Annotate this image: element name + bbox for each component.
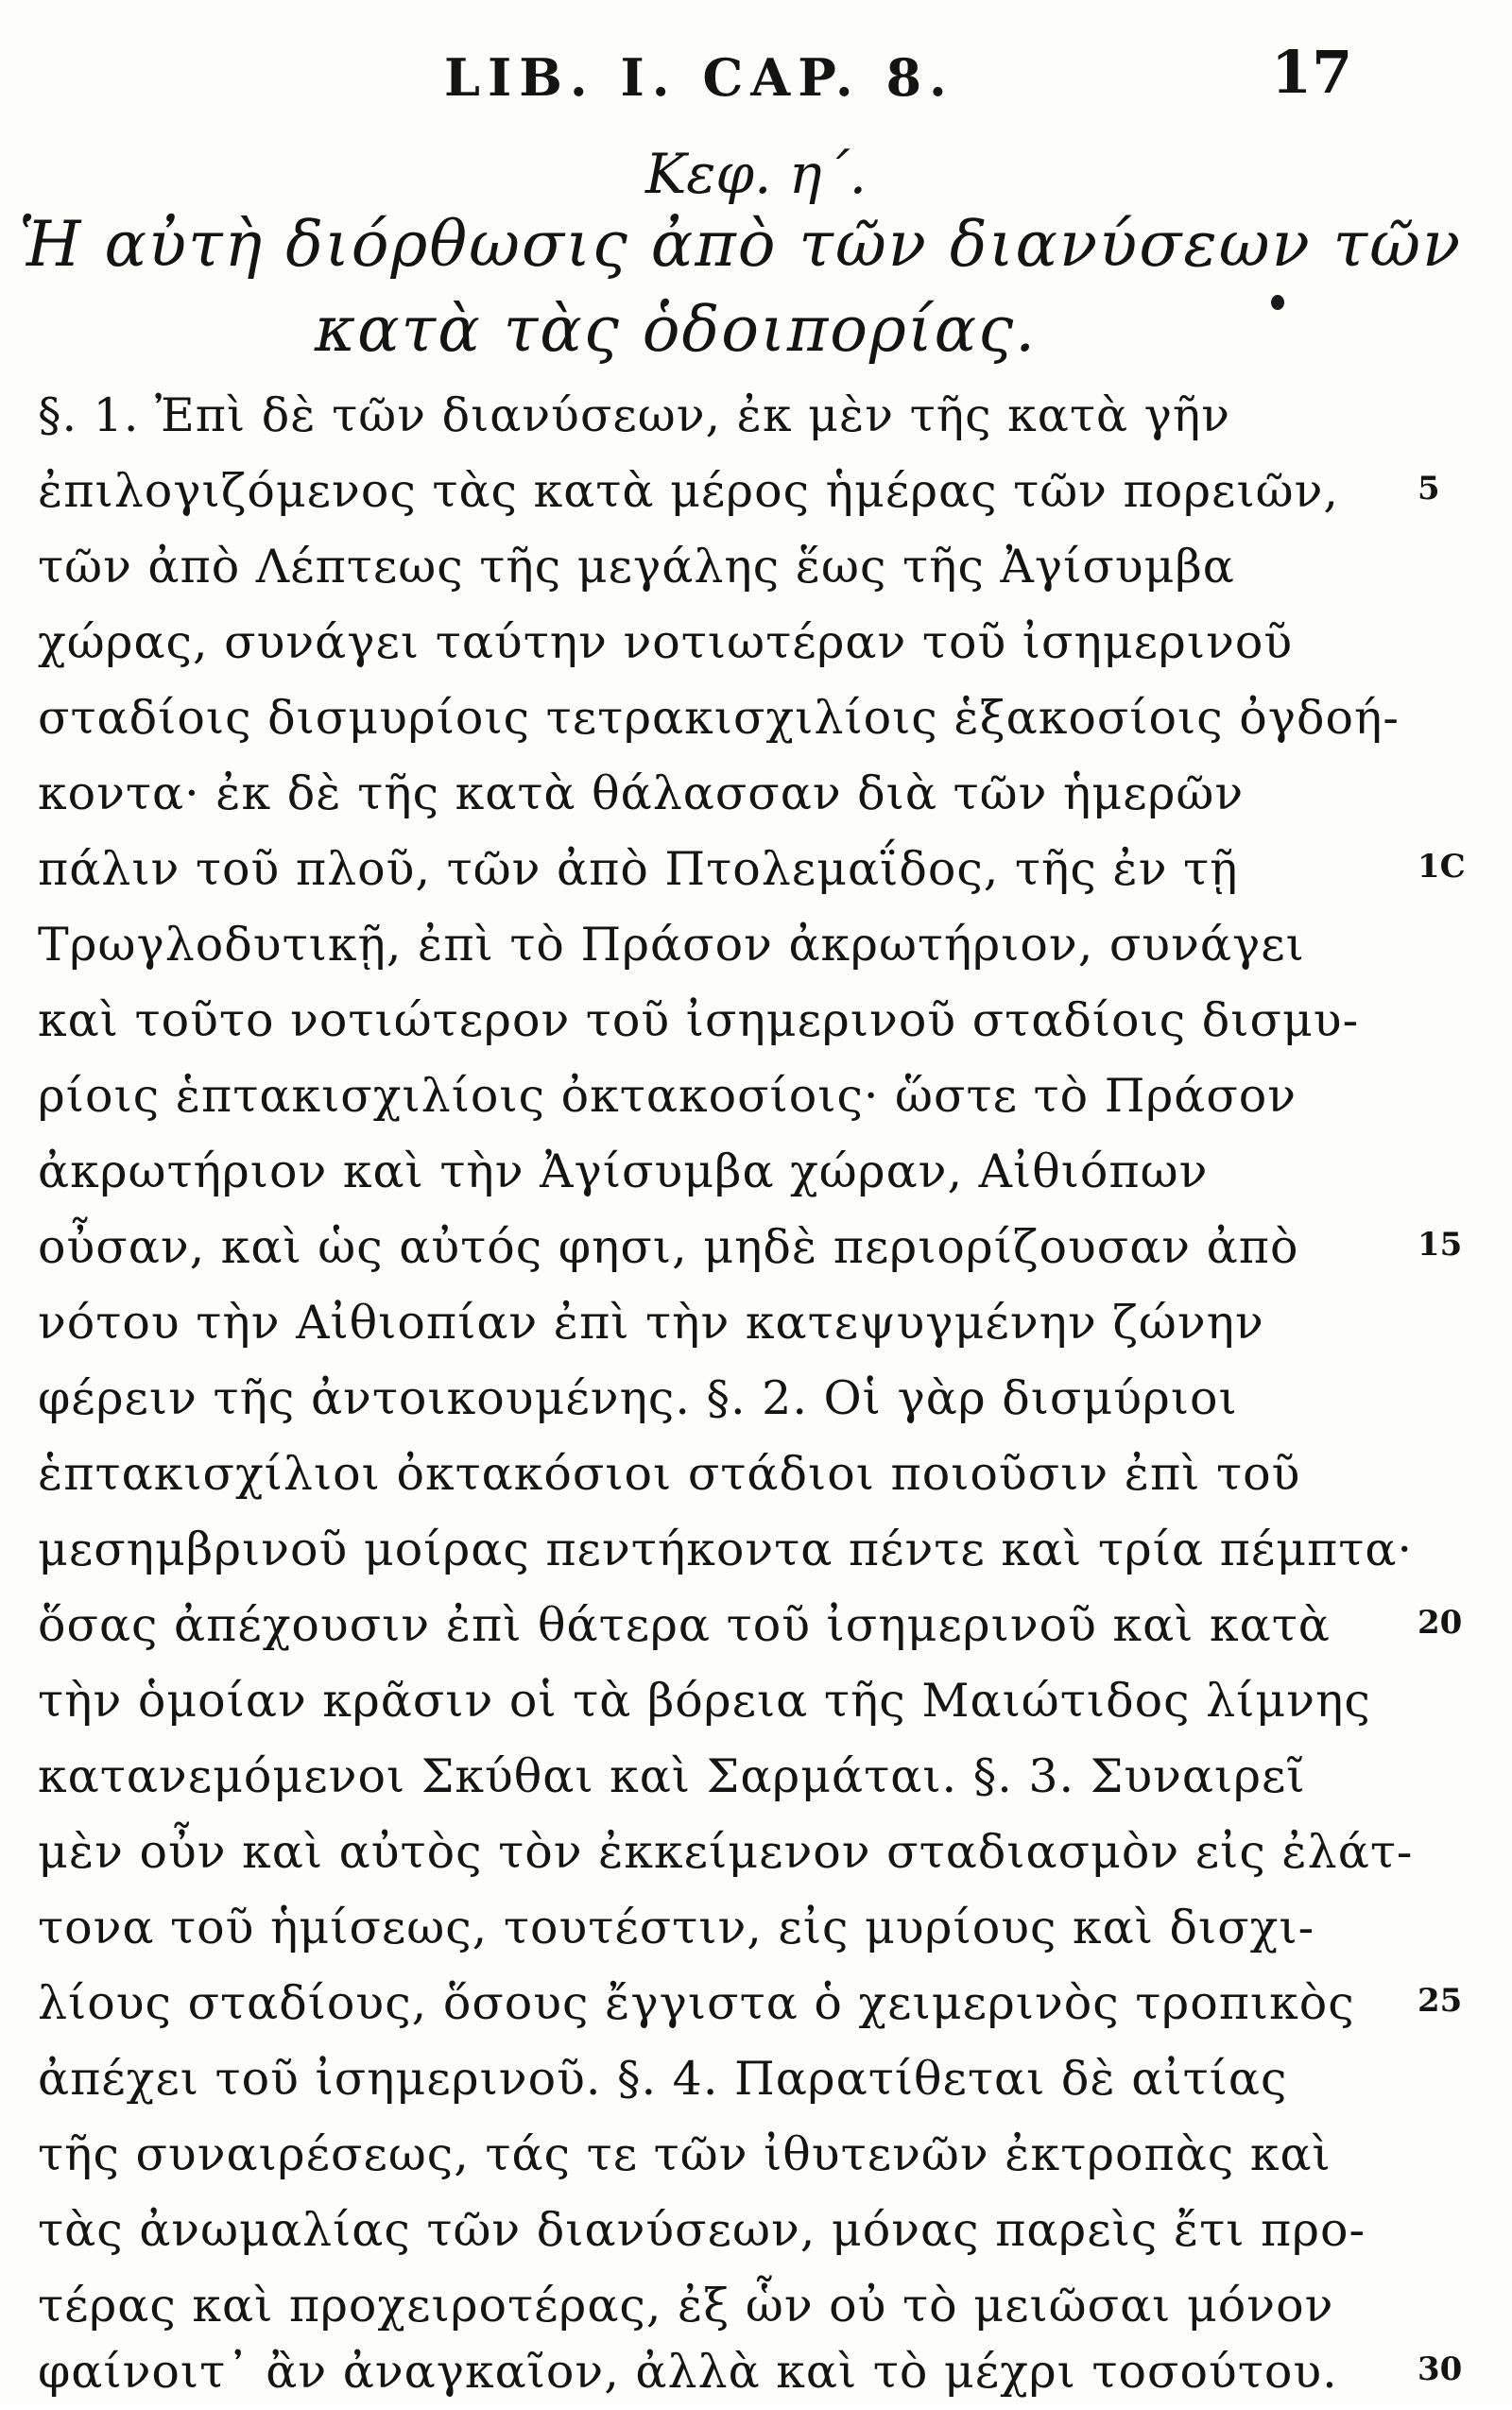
line-number-15: 15 (1418, 1226, 1463, 1264)
text-line: φαίνοιτ᾽ ἂν ἀναγκαῖον, ἀλλὰ καὶ τὸ μέχρι τοσούτου. (38, 2345, 1338, 2399)
line-number-20: 20 (1418, 1604, 1463, 1642)
text-line: τῆς συναιρέσεως, τάς τε τῶν ἰθυτενῶν ἐκτροπὰς καὶ (38, 2127, 1332, 2181)
ink-dot-mark (1271, 295, 1284, 310)
text-line: κατανεμόμενοι Σκύθαι καὶ Σαρμάται. §. 3. Συναιρεῖ (38, 1749, 1306, 1803)
text-line: νότου τὴν Αἰθιοπίαν ἐπὶ τὴν κατεψυγμένην ζώνην (38, 1296, 1264, 1350)
line-number-10: 1C (1418, 848, 1466, 886)
text-line: ἑπτακισχίλιοι ὀκτακόσιοι στάδιοι ποιοῦσιν ἐπὶ τοῦ (38, 1447, 1301, 1501)
line-number-30: 30 (1418, 2350, 1463, 2388)
text-line: οὖσαν, καὶ ὡς αὐτός φησι, μηδὲ περιορίζουσαν ἀπὸ (38, 1220, 1299, 1274)
text-line: μεσημβρινοῦ μοίρας πεντήκοντα πέντε καὶ τρία πέμπτα· (38, 1523, 1414, 1576)
text-line: ὅσας ἀπέχουσιν ἐπὶ θάτερα τοῦ ἰσημερινοῦ καὶ κατὰ (38, 1598, 1331, 1652)
running-title: LIB. I. CAP. 8. (444, 47, 954, 108)
text-line: ρίοις ἑπτακισχιλίοις ὀκτακοσίοις· ὥστε τὸ Πράσον (38, 1069, 1297, 1123)
text-line: κοντα· ἐκ δὲ τῆς κατὰ θάλασσαν διὰ τῶν ἡμερῶν (38, 766, 1245, 820)
chapter-title-line-1: Ἡ αὐτὴ διόρθωσις ἀπὸ τῶν διανύσεων τῶν (19, 208, 1463, 281)
text-line: τέρας καὶ προχειροτέρας, ἐξ ὧν οὐ τὸ μειῶσαι μόνον (38, 2279, 1334, 2333)
text-line: τὰς ἀνωμαλίας τῶν διανύσεων, μόνας παρεὶς ἔτι προ- (38, 2203, 1366, 2257)
text-line: §. 1. Ἐπὶ δὲ τῶν διανύσεων, ἐκ μὲν τῆς κατὰ γῆν (38, 388, 1231, 442)
page-number: 17 (1271, 38, 1353, 107)
text-line: ἐπιλογιζόμενος τὰς κατὰ μέρος ἡμέρας τῶν πορειῶν, (38, 464, 1339, 518)
text-line: ἀκρωτήριον καὶ τὴν Ἀγίσυμβα χώραν, Αἰθιόπων (38, 1145, 1209, 1198)
text-line: Τρωγλοδυτικῇ, ἐπὶ τὸ Πράσον ἀκρωτήριον, συνάγει (38, 918, 1305, 972)
text-line: τὴν ὁμοίαν κρᾶσιν οἱ τὰ βόρεια τῆς Μαιώτιδος λίμνης (38, 1674, 1371, 1728)
text-line: μὲν οὖν καὶ αὐτὸς τὸν ἐκκείμενον σταδιασμὸν εἰς ἐλάτ- (38, 1825, 1414, 1879)
line-number-5: 5 (1418, 470, 1440, 508)
chapter-heading: Κεφ. η΄. (644, 142, 868, 206)
text-line: καὶ τοῦτο νοτιώτερον τοῦ ἰσημερινοῦ σταδίοις δισμυ- (38, 993, 1360, 1047)
text-line: τῶν ἀπὸ Λέπτεως τῆς μεγάλης ἕως τῆς Ἀγίσυμβα (38, 540, 1235, 594)
text-line: σταδίοις δισμυρίοις τετρακισχιλίοις ἑξακοσίοις ὀγδοή- (38, 691, 1400, 745)
text-line: πάλιν τοῦ πλοῦ, τῶν ἀπὸ Πτολεμαΐδος, τῆς ἐν τῇ (38, 842, 1239, 896)
running-head (0, 38, 1512, 123)
line-number-25: 25 (1418, 1982, 1463, 2020)
chapter-title-line-2: κατὰ τὰς ὁδοιπορίας. (314, 293, 1038, 366)
text-line: χώρας, συνάγει ταύτην νοτιωτέραν τοῦ ἰσημερινοῦ (38, 615, 1294, 669)
text-line: φέρειν τῆς ἀντοικουμένης. §. 2. Οἱ γὰρ δισμύριοι (38, 1371, 1238, 1425)
text-line: τονα τοῦ ἡμίσεως, τουτέστιν, εἰς μυρίους καὶ δισχι- (38, 1901, 1315, 1954)
text-line: ἀπέχει τοῦ ἰσημερινοῦ. §. 4. Παρατίθεται δὲ αἰτίας (38, 2052, 1288, 2106)
text-line: λίους σταδίους, ὅσους ἔγγιστα ὁ χειμερινὸς τροπικὸς (38, 1976, 1355, 2030)
